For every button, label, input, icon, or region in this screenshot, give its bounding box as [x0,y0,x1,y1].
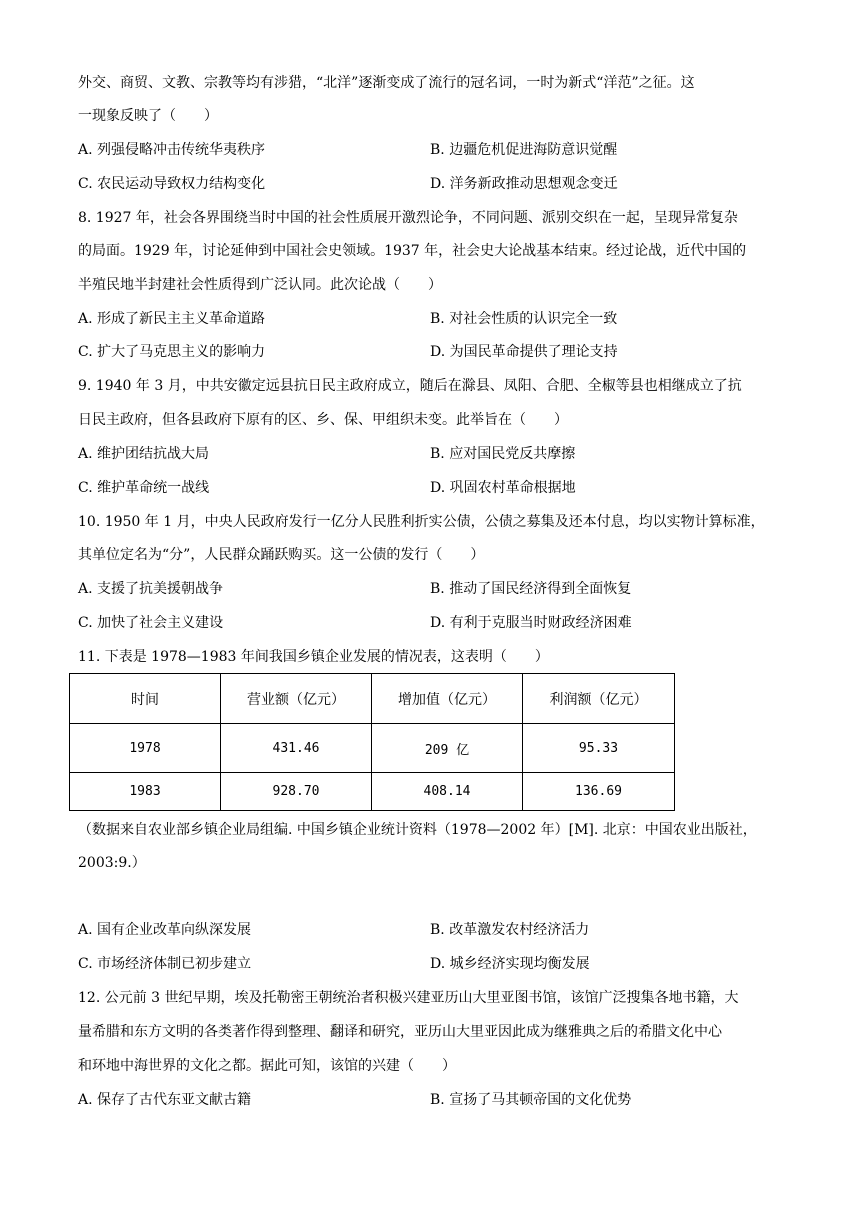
q9-option-a: A. 维护团结抗战大局 [78,446,210,462]
table-row [70,772,675,810]
q10-stem-line-2: 其单位定名为“分”，人民群众踊跃购买。这一公债的发行（ ） [78,547,485,563]
q9-stem-line-2: 日民主政府，但各县政府下原有的区、乡、保、甲组织未变。此举旨在（ ） [78,412,568,428]
q11-option-b: B. 改革激发农村经济活力 [430,922,590,938]
q12-option-a: A. 保存了古代东亚文献古籍 [78,1092,252,1108]
table-cell: 95.33 [523,724,675,772]
table-row [70,724,675,772]
q11-source-line-2: 2003:9.） [78,855,146,871]
q9-option-c: C. 维护革命统一战线 [78,480,210,496]
q8-option-c: C. 扩大了马克思主义的影响力 [78,344,266,360]
q11-option-c: C. 市场经济体制已初步建立 [78,956,252,972]
q7-stem-line-2: 一现象反映了（ ） [78,108,218,124]
q7-option-c: C. 农民运动导致权力结构变化 [78,176,266,192]
q12-stem-line-1: 12. 公元前 3 世纪早期，埃及托勒密王朝统治者积极兴建亚历山大里亚图书馆，该馆广泛搜集各地书籍，大 [78,990,739,1006]
q10-option-a: A. 支援了抗美援朝战争 [78,581,224,597]
q8-stem-line-3: 半殖民地半封建社会性质得到广泛认同。此次论战（ ） [78,277,442,293]
q8-option-a: A. 形成了新民主主义革命道路 [78,311,266,327]
q8-option-b: B. 对社会性质的认识完全一致 [430,311,618,327]
table-cell: 408.14 [372,772,523,810]
table-header-cell: 时间 [70,674,221,724]
q12-stem-line-2: 量希腊和东方文明的各类著作得到整理、翻译和研究，亚历山大里亚因此成为继雅典之后的希腊文化中心 [78,1024,722,1040]
table-header-cell: 利润额（亿元） [523,674,675,724]
table-cell: 928.70 [221,772,372,810]
table-header-cell: 营业额（亿元） [221,674,372,724]
q9-stem-line-1: 9. 1940 年 3 月，中共安徽定远县抗日民主政府成立，随后在滁县、凤阳、合肥、全椒等县也相继成立了抗 [78,378,742,394]
township-enterprise-table [69,673,675,811]
q7-option-a: A. 列强侵略冲击传统华夷秩序 [78,142,266,158]
q9-option-b: B. 应对国民党反共摩擦 [430,446,576,462]
q10-option-c: C. 加快了社会主义建设 [78,615,224,631]
table-cell: 431.46 [221,724,372,772]
q12-stem-line-3: 和环地中海世界的文化之都。据此可知，该馆的兴建（ ） [78,1058,456,1074]
q10-option-b: B. 推动了国民经济得到全面恢复 [430,581,632,597]
table-header-row [70,674,675,724]
q10-stem-line-1: 10. 1950 年 1 月，中央人民政府发行一亿分人民胜利折实公债，公债之募集及还本付息，均以实物计算标准， [78,514,765,530]
table-cell: 1983 [70,772,221,810]
q10-option-d: D. 有利于克服当时财政经济困难 [430,615,632,631]
q11-option-d: D. 城乡经济实现均衡发展 [430,956,590,972]
q11-option-a: A. 国有企业改革向纵深发展 [78,922,252,938]
q12-option-b: B. 宣扬了马其顿帝国的文化优势 [430,1092,632,1108]
q11-stem-line-1: 11. 下表是 1978—1983 年间我国乡镇企业发展的情况表，这表明（ ） [78,649,549,665]
q8-stem-line-1: 8. 1927 年，社会各界围绕当时中国的社会性质展开激烈论争，不同问题、派别交织在一起，呈现异常复杂 [78,210,738,226]
q11-source-line-1: （数据来自农业部乡镇企业局组编. 中国乡镇企业统计资料（1978—2002 年）[M]. 北京：中国农业出版社， [78,822,757,838]
q7-option-b: B. 边疆危机促进海防意识觉醒 [430,142,618,158]
q8-option-d: D. 为国民革命提供了理论支持 [430,344,618,360]
table-header-cell: 增加值（亿元） [372,674,523,724]
q9-option-d: D. 巩固农村革命根据地 [430,480,576,496]
table-cell: 209 亿 [372,724,523,772]
q7-stem-line-1: 外交、商贸、文教、宗教等均有涉猎，“北洋”逐渐变成了流行的冠名词，一时为新式“洋范”之征。这 [78,75,695,91]
table-cell: 136.69 [523,772,675,810]
q7-option-d: D. 洋务新政推动思想观念变迁 [430,176,618,192]
q8-stem-line-2: 的局面。1929 年，讨论延伸到中国社会史领域。1937 年，社会史大论战基本结束。经过论战，近代中国的 [78,243,747,259]
table-cell: 1978 [70,724,221,772]
